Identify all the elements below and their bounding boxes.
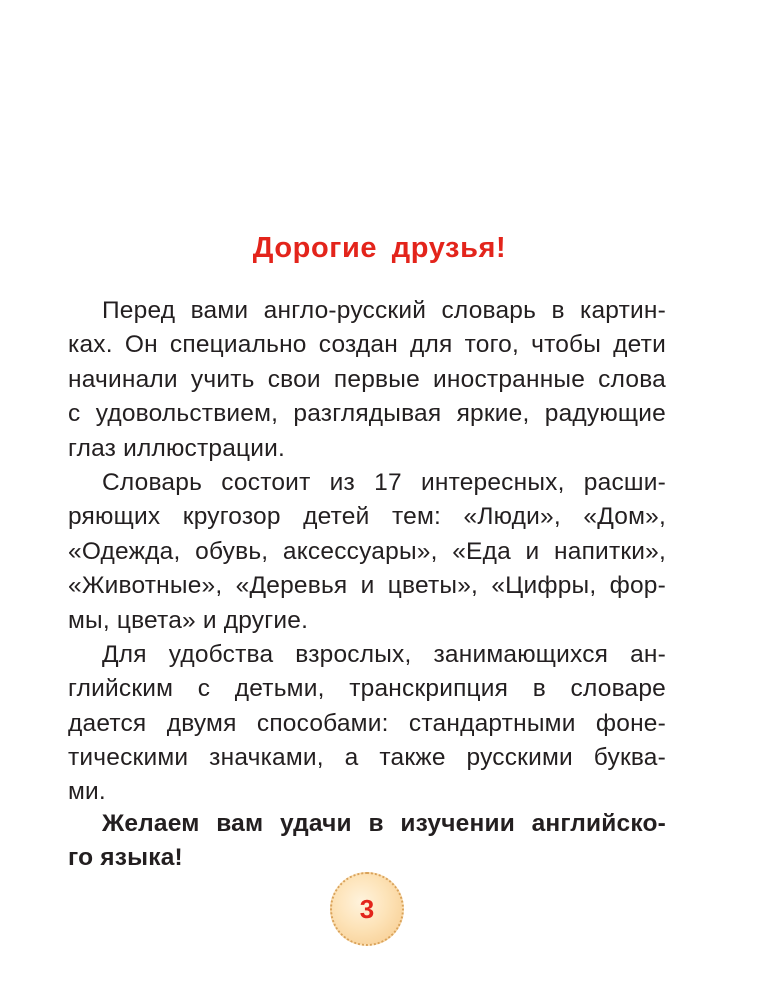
text-line: начинали учить свои первые иностранные слова xyxy=(68,365,666,393)
text-line: Перед вами англо-русский словарь в картин- xyxy=(102,297,666,324)
text-line: дается двумя способами: стандартными фоне- xyxy=(68,709,666,737)
text-line: Желаем вам удачи в изучении английско- xyxy=(102,809,666,837)
text-line: «Животные», «Деревья и цветы», «Цифры, фор- xyxy=(68,572,666,600)
page-number-badge xyxy=(330,872,404,946)
text-line: «Одежда, обувь, аксессуары», «Еда и напитки», xyxy=(68,537,666,565)
page-title: Дорогие друзья! xyxy=(252,232,507,264)
text-line: тическими значками, а также русскими буква- xyxy=(68,744,666,772)
paragraph-intro xyxy=(68,294,666,466)
text-line: ках. Он специально создан для того, чтобы дети xyxy=(68,331,666,359)
text-line: Для удобства взрослых, занимающихся ан- xyxy=(102,640,666,668)
closing-wish xyxy=(68,807,666,876)
text-line: ми. xyxy=(68,778,106,806)
text-line: глаз иллюстрации. xyxy=(68,434,286,462)
text-line: Словарь состоит из 17 интересных, расши- xyxy=(102,468,666,496)
paragraph-topics xyxy=(68,466,666,638)
page-number: 3 xyxy=(359,894,375,924)
paragraph-transcription xyxy=(68,638,666,810)
text-line: глийским с детьми, транскрипция в словаре xyxy=(68,675,666,703)
text-line: с удовольствием, разглядывая яркие, радующие xyxy=(68,400,666,428)
text-line: го языка! xyxy=(68,843,183,871)
text-line: мы, цвета» и другие. xyxy=(68,606,309,634)
text-line: ряющих кругозор детей тем: «Люди», «Дом», xyxy=(68,503,666,531)
body-text xyxy=(68,294,666,810)
